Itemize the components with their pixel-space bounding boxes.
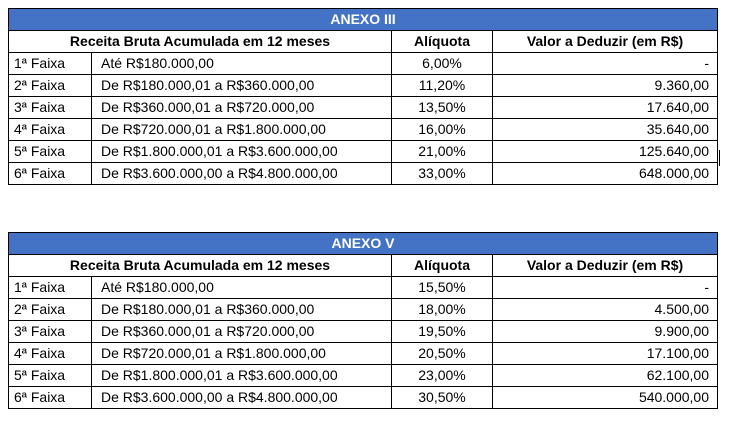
table-row <box>9 97 718 119</box>
range-cell: De R$720.000,01 a R$1.800.000,00 <box>92 119 392 141</box>
table-title-row <box>9 9 718 31</box>
deduzir-cell: 62.100,00 <box>493 365 718 387</box>
faixa-cell: 3ª Faixa <box>9 97 92 119</box>
faixa-cell: 5ª Faixa <box>9 365 92 387</box>
aliquota-cell: 6,00% <box>392 53 493 75</box>
table-row <box>9 387 718 409</box>
range-cell: De R$180.000,01 a R$360.000,00 <box>92 299 392 321</box>
range-cell: De R$1.800.000,01 a R$3.600.000,00 <box>92 365 392 387</box>
table-row <box>9 321 718 343</box>
aliquota-cell: 13,50% <box>392 97 493 119</box>
aliquota-cell: 19,50% <box>392 321 493 343</box>
table-row <box>9 53 718 75</box>
aliquota-cell: 18,00% <box>392 299 493 321</box>
anexo-v-table <box>8 232 718 409</box>
deduzir-cell: 9.900,00 <box>493 321 718 343</box>
aliquota-cell: 21,00% <box>392 141 493 163</box>
range-cell: De R$1.800.000,01 a R$3.600.000,00 <box>92 141 392 163</box>
aliquota-cell: 16,00% <box>392 119 493 141</box>
header-deduzir: Valor a Deduzir (em R$) <box>493 255 718 277</box>
faixa-cell: 4ª Faixa <box>9 343 92 365</box>
header-aliquota: Alíquota <box>392 31 493 53</box>
table-row <box>9 163 718 185</box>
deduzir-cell: 125.640,00 <box>493 141 718 163</box>
range-cell: Até R$180.000,00 <box>92 53 392 75</box>
range-cell: De R$360.000,01 a R$720.000,00 <box>92 321 392 343</box>
aliquota-cell: 20,50% <box>392 343 493 365</box>
table-row <box>9 141 718 163</box>
aliquota-cell: 11,20% <box>392 75 493 97</box>
aliquota-cell: 30,50% <box>392 387 493 409</box>
header-row <box>9 31 718 53</box>
table-row <box>9 277 718 299</box>
aliquota-cell: 33,00% <box>392 163 493 185</box>
faixa-cell: 6ª Faixa <box>9 163 92 185</box>
header-receita: Receita Bruta Acumulada em 12 meses <box>9 31 392 53</box>
range-cell: Até R$180.000,00 <box>92 277 392 299</box>
faixa-cell: 6ª Faixa <box>9 387 92 409</box>
faixa-cell: 1ª Faixa <box>9 53 92 75</box>
cell-edge-mark <box>719 150 720 166</box>
range-cell: De R$720.000,01 a R$1.800.000,00 <box>92 343 392 365</box>
header-receita: Receita Bruta Acumulada em 12 meses <box>9 255 392 277</box>
deduzir-cell: - <box>493 53 718 75</box>
range-cell: De R$3.600.000,00 a R$4.800.000,00 <box>92 387 392 409</box>
faixa-cell: 4ª Faixa <box>9 119 92 141</box>
table-title: ANEXO III <box>9 9 718 31</box>
table-row <box>9 299 718 321</box>
faixa-cell: 2ª Faixa <box>9 75 92 97</box>
header-row <box>9 255 718 277</box>
table-row <box>9 119 718 141</box>
aliquota-cell: 15,50% <box>392 277 493 299</box>
table-row <box>9 343 718 365</box>
faixa-cell: 3ª Faixa <box>9 321 92 343</box>
deduzir-cell: 4.500,00 <box>493 299 718 321</box>
range-cell: De R$180.000,01 a R$360.000,00 <box>92 75 392 97</box>
deduzir-cell: 17.100,00 <box>493 343 718 365</box>
deduzir-cell: 17.640,00 <box>493 97 718 119</box>
deduzir-cell: - <box>493 277 718 299</box>
range-cell: De R$360.000,01 a R$720.000,00 <box>92 97 392 119</box>
range-cell: De R$3.600.000,00 a R$4.800.000,00 <box>92 163 392 185</box>
table-row <box>9 75 718 97</box>
deduzir-cell: 540.000,00 <box>493 387 718 409</box>
deduzir-cell: 9.360,00 <box>493 75 718 97</box>
table-row <box>9 365 718 387</box>
aliquota-cell: 23,00% <box>392 365 493 387</box>
table-title-row <box>9 233 718 255</box>
deduzir-cell: 648.000,00 <box>493 163 718 185</box>
table-title: ANEXO V <box>9 233 718 255</box>
faixa-cell: 1ª Faixa <box>9 277 92 299</box>
header-deduzir: Valor a Deduzir (em R$) <box>493 31 718 53</box>
header-aliquota: Alíquota <box>392 255 493 277</box>
faixa-cell: 5ª Faixa <box>9 141 92 163</box>
deduzir-cell: 35.640,00 <box>493 119 718 141</box>
anexo-iii-table <box>8 8 718 185</box>
faixa-cell: 2ª Faixa <box>9 299 92 321</box>
